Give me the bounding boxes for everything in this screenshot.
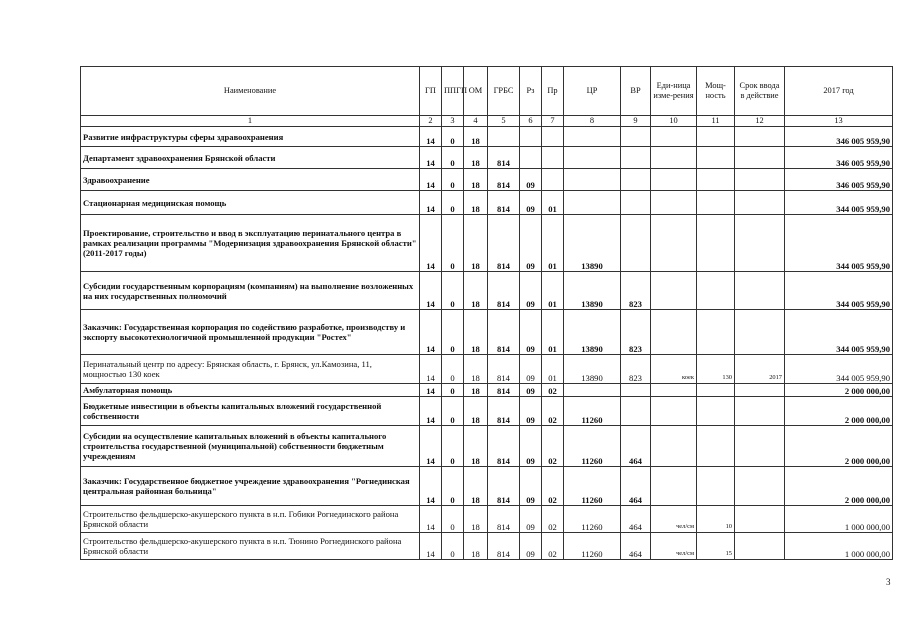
gp-cell: 14 <box>420 426 442 467</box>
header-cell: 2017 год <box>785 67 893 116</box>
pr-cell: 02 <box>542 426 564 467</box>
rz-cell: 09 <box>520 397 542 426</box>
cr-cell <box>564 147 621 169</box>
unit-cell <box>651 310 697 355</box>
ppgp-cell: 0 <box>442 384 464 397</box>
term-cell <box>735 506 785 533</box>
term-cell <box>735 467 785 506</box>
column-number-cell: 6 <box>520 116 542 127</box>
cr-cell <box>564 169 621 191</box>
unit-cell <box>651 127 697 147</box>
sum-cell: 344 005 959,90 <box>785 355 893 384</box>
vr-cell: 823 <box>621 310 651 355</box>
cr-cell: 13890 <box>564 272 621 310</box>
gp-cell: 14 <box>420 127 442 147</box>
column-number-cell: 1 <box>81 116 420 127</box>
ppgp-cell: 0 <box>442 397 464 426</box>
vr-cell <box>621 147 651 169</box>
gp-cell: 14 <box>420 215 442 272</box>
gp-cell: 14 <box>420 191 442 215</box>
ppgp-cell: 0 <box>442 506 464 533</box>
gp-cell: 14 <box>420 533 442 560</box>
sum-cell: 344 005 959,90 <box>785 272 893 310</box>
header-cell: ОМ <box>464 67 488 116</box>
header-row <box>81 67 893 116</box>
om-cell: 18 <box>464 384 488 397</box>
capacity-cell: 130 <box>697 355 735 384</box>
column-number-cell: 12 <box>735 116 785 127</box>
row-name-cell: Бюджетные инвестиции в объекты капитальных вложений государственной собственности <box>81 397 420 426</box>
rz-cell <box>520 127 542 147</box>
grbs-cell: 814 <box>488 384 520 397</box>
vr-cell <box>621 215 651 272</box>
gp-cell: 14 <box>420 467 442 506</box>
table-row <box>81 384 893 397</box>
ppgp-cell: 0 <box>442 272 464 310</box>
pr-cell <box>542 169 564 191</box>
table-row <box>81 147 893 169</box>
cr-cell <box>564 191 621 215</box>
ppgp-cell: 0 <box>442 127 464 147</box>
rz-cell: 09 <box>520 384 542 397</box>
page-number: 3 <box>886 577 891 587</box>
vr-cell <box>621 384 651 397</box>
column-number-cell: 10 <box>651 116 697 127</box>
row-name-cell: Развитие инфраструктуры сферы здравоохранения <box>81 127 420 147</box>
rz-cell <box>520 147 542 169</box>
sum-cell: 1 000 000,00 <box>785 506 893 533</box>
sum-cell: 2 000 000,00 <box>785 426 893 467</box>
capacity-cell <box>697 127 735 147</box>
grbs-cell: 814 <box>488 533 520 560</box>
header-cell: ГРБС <box>488 67 520 116</box>
row-name-cell: Департамент здравоохранения Брянской области <box>81 147 420 169</box>
cr-cell: 13890 <box>564 310 621 355</box>
vr-cell: 823 <box>621 272 651 310</box>
term-cell <box>735 215 785 272</box>
row-name-cell: Субсидии государственным корпорациям (компаниям) на выполнение возложенных на них государственных полномочий <box>81 272 420 310</box>
sum-cell: 2 000 000,00 <box>785 397 893 426</box>
vr-cell: 823 <box>621 355 651 384</box>
term-cell <box>735 147 785 169</box>
capacity-cell <box>697 191 735 215</box>
ppgp-cell: 0 <box>442 355 464 384</box>
om-cell: 18 <box>464 147 488 169</box>
om-cell: 18 <box>464 127 488 147</box>
vr-cell <box>621 397 651 426</box>
sum-cell: 346 005 959,90 <box>785 127 893 147</box>
pr-cell <box>542 127 564 147</box>
term-cell: 2017 <box>735 355 785 384</box>
header-cell: Пр <box>542 67 564 116</box>
sum-cell: 344 005 959,90 <box>785 310 893 355</box>
cr-cell: 11260 <box>564 533 621 560</box>
column-number-cell: 3 <box>442 116 464 127</box>
unit-cell <box>651 272 697 310</box>
gp-cell: 14 <box>420 397 442 426</box>
grbs-cell <box>488 127 520 147</box>
header-cell: ГП <box>420 67 442 116</box>
header-cell: ВР <box>621 67 651 116</box>
column-number-cell: 8 <box>564 116 621 127</box>
sum-cell: 346 005 959,90 <box>785 147 893 169</box>
column-number-cell: 5 <box>488 116 520 127</box>
om-cell: 18 <box>464 533 488 560</box>
unit-cell <box>651 215 697 272</box>
ppgp-cell: 0 <box>442 147 464 169</box>
sum-cell: 1 000 000,00 <box>785 533 893 560</box>
capacity-cell <box>697 310 735 355</box>
grbs-cell: 814 <box>488 169 520 191</box>
grbs-cell: 814 <box>488 467 520 506</box>
rz-cell: 09 <box>520 215 542 272</box>
rz-cell: 09 <box>520 533 542 560</box>
table-row <box>81 272 893 310</box>
ppgp-cell: 0 <box>442 310 464 355</box>
budget-table <box>80 66 893 560</box>
term-cell <box>735 533 785 560</box>
pr-cell: 02 <box>542 533 564 560</box>
pr-cell: 01 <box>542 310 564 355</box>
ppgp-cell: 0 <box>442 533 464 560</box>
table-row <box>81 355 893 384</box>
sum-cell: 2 000 000,00 <box>785 467 893 506</box>
term-cell <box>735 426 785 467</box>
term-cell <box>735 384 785 397</box>
grbs-cell: 814 <box>488 215 520 272</box>
cr-cell: 11260 <box>564 397 621 426</box>
vr-cell: 464 <box>621 506 651 533</box>
ppgp-cell: 0 <box>442 467 464 506</box>
pr-cell: 01 <box>542 191 564 215</box>
unit-cell <box>651 191 697 215</box>
column-number-cell: 11 <box>697 116 735 127</box>
sum-cell: 346 005 959,90 <box>785 169 893 191</box>
row-name-cell: Субсидии на осуществление капитальных вложений в объекты капитального строительства государственной (муниципальной) собственности бюджетным учреждениям <box>81 426 420 467</box>
vr-cell: 464 <box>621 533 651 560</box>
om-cell: 18 <box>464 397 488 426</box>
pr-cell: 01 <box>542 215 564 272</box>
capacity-cell <box>697 426 735 467</box>
gp-cell: 14 <box>420 169 442 191</box>
table-row <box>81 191 893 215</box>
unit-cell <box>651 426 697 467</box>
gp-cell: 14 <box>420 147 442 169</box>
unit-cell: коек <box>651 355 697 384</box>
unit-cell <box>651 169 697 191</box>
capacity-cell <box>697 467 735 506</box>
rz-cell: 09 <box>520 191 542 215</box>
row-name-cell: Амбулаторная помощь <box>81 384 420 397</box>
rz-cell: 09 <box>520 506 542 533</box>
om-cell: 18 <box>464 191 488 215</box>
row-name-cell: Заказчик: Государственная корпорация по содействию разработке, производству и экспорту высокотехнологичной промышленной продукции "Ростех" <box>81 310 420 355</box>
column-number-cell: 9 <box>621 116 651 127</box>
column-number-row <box>81 116 893 127</box>
grbs-cell: 814 <box>488 147 520 169</box>
header-cell: Мощ-ность <box>697 67 735 116</box>
table-row <box>81 127 893 147</box>
row-name-cell: Перинатальный центр по адресу: Брянская область, г. Брянск, ул.Камозина, 11, мощностью 130 коек <box>81 355 420 384</box>
ppgp-cell: 0 <box>442 426 464 467</box>
ppgp-cell: 0 <box>442 169 464 191</box>
rz-cell: 09 <box>520 426 542 467</box>
rz-cell: 09 <box>520 355 542 384</box>
table-row <box>81 426 893 467</box>
vr-cell: 464 <box>621 426 651 467</box>
om-cell: 18 <box>464 215 488 272</box>
cr-cell: 13890 <box>564 355 621 384</box>
pr-cell: 01 <box>542 272 564 310</box>
ppgp-cell: 0 <box>442 191 464 215</box>
om-cell: 18 <box>464 426 488 467</box>
grbs-cell: 814 <box>488 191 520 215</box>
vr-cell <box>621 127 651 147</box>
term-cell <box>735 397 785 426</box>
cr-cell: 11260 <box>564 426 621 467</box>
vr-cell <box>621 191 651 215</box>
om-cell: 18 <box>464 467 488 506</box>
grbs-cell: 814 <box>488 426 520 467</box>
row-name-cell: Здравоохранение <box>81 169 420 191</box>
row-name-cell: Стационарная медицинская помощь <box>81 191 420 215</box>
row-name-cell: Заказчик: Государственное бюджетное учреждение здравоохранения "Рогнединская центральная районная больница" <box>81 467 420 506</box>
pr-cell: 02 <box>542 467 564 506</box>
table-row <box>81 506 893 533</box>
unit-cell: чел/см <box>651 506 697 533</box>
om-cell: 18 <box>464 355 488 384</box>
gp-cell: 14 <box>420 272 442 310</box>
sum-cell: 2 000 000,00 <box>785 384 893 397</box>
om-cell: 18 <box>464 506 488 533</box>
sum-cell: 344 005 959,90 <box>785 191 893 215</box>
cr-cell: 13890 <box>564 215 621 272</box>
header-cell: Рз <box>520 67 542 116</box>
column-number-cell: 7 <box>542 116 564 127</box>
om-cell: 18 <box>464 310 488 355</box>
row-name-cell: Строительство фельдшерско-акушерского пункта в н.п. Гобики Рогнединского района Брянской области <box>81 506 420 533</box>
grbs-cell: 814 <box>488 272 520 310</box>
table-row <box>81 533 893 560</box>
vr-cell <box>621 169 651 191</box>
term-cell <box>735 272 785 310</box>
term-cell <box>735 191 785 215</box>
column-number-cell: 2 <box>420 116 442 127</box>
row-name-cell: Строительство фельдшерско-акушерского пункта в н.п. Тюнино Рогнединского района Брянской области <box>81 533 420 560</box>
om-cell: 18 <box>464 272 488 310</box>
pr-cell: 02 <box>542 506 564 533</box>
header-cell: ЦР <box>564 67 621 116</box>
rz-cell: 09 <box>520 169 542 191</box>
sum-cell: 344 005 959,90 <box>785 215 893 272</box>
table-row <box>81 215 893 272</box>
grbs-cell: 814 <box>488 397 520 426</box>
gp-cell: 14 <box>420 506 442 533</box>
capacity-cell <box>697 169 735 191</box>
gp-cell: 14 <box>420 355 442 384</box>
header-cell: ППГП <box>442 67 464 116</box>
om-cell: 18 <box>464 169 488 191</box>
term-cell <box>735 169 785 191</box>
grbs-cell: 814 <box>488 506 520 533</box>
gp-cell: 14 <box>420 310 442 355</box>
capacity-cell <box>697 384 735 397</box>
term-cell <box>735 127 785 147</box>
pr-cell: 02 <box>542 397 564 426</box>
table-row <box>81 169 893 191</box>
row-name-cell: Проектирование, строительство и ввод в эксплуатацию перинатального центра в рамках реализации программы "Модернизация здравоохранения Брянской области" (2011-2017 годы) <box>81 215 420 272</box>
unit-cell <box>651 397 697 426</box>
table-row <box>81 397 893 426</box>
rz-cell: 09 <box>520 272 542 310</box>
capacity-cell: 15 <box>697 533 735 560</box>
unit-cell <box>651 384 697 397</box>
pr-cell: 01 <box>542 355 564 384</box>
pr-cell <box>542 147 564 169</box>
capacity-cell <box>697 272 735 310</box>
vr-cell: 464 <box>621 467 651 506</box>
table-row <box>81 310 893 355</box>
column-number-cell: 13 <box>785 116 893 127</box>
term-cell <box>735 310 785 355</box>
capacity-cell <box>697 215 735 272</box>
cr-cell: 11260 <box>564 506 621 533</box>
cr-cell: 11260 <box>564 467 621 506</box>
capacity-cell: 10 <box>697 506 735 533</box>
ppgp-cell: 0 <box>442 215 464 272</box>
unit-cell <box>651 147 697 169</box>
cr-cell <box>564 384 621 397</box>
grbs-cell: 814 <box>488 310 520 355</box>
header-cell: Еди-ница изме-рения <box>651 67 697 116</box>
capacity-cell <box>697 147 735 169</box>
grbs-cell: 814 <box>488 355 520 384</box>
rz-cell: 09 <box>520 467 542 506</box>
cr-cell <box>564 127 621 147</box>
unit-cell <box>651 467 697 506</box>
capacity-cell <box>697 397 735 426</box>
gp-cell: 14 <box>420 384 442 397</box>
pr-cell: 02 <box>542 384 564 397</box>
header-cell: Срок ввода в действие <box>735 67 785 116</box>
column-number-cell: 4 <box>464 116 488 127</box>
rz-cell: 09 <box>520 310 542 355</box>
table-row <box>81 467 893 506</box>
unit-cell: чел/см <box>651 533 697 560</box>
header-cell: Наименование <box>81 67 420 116</box>
